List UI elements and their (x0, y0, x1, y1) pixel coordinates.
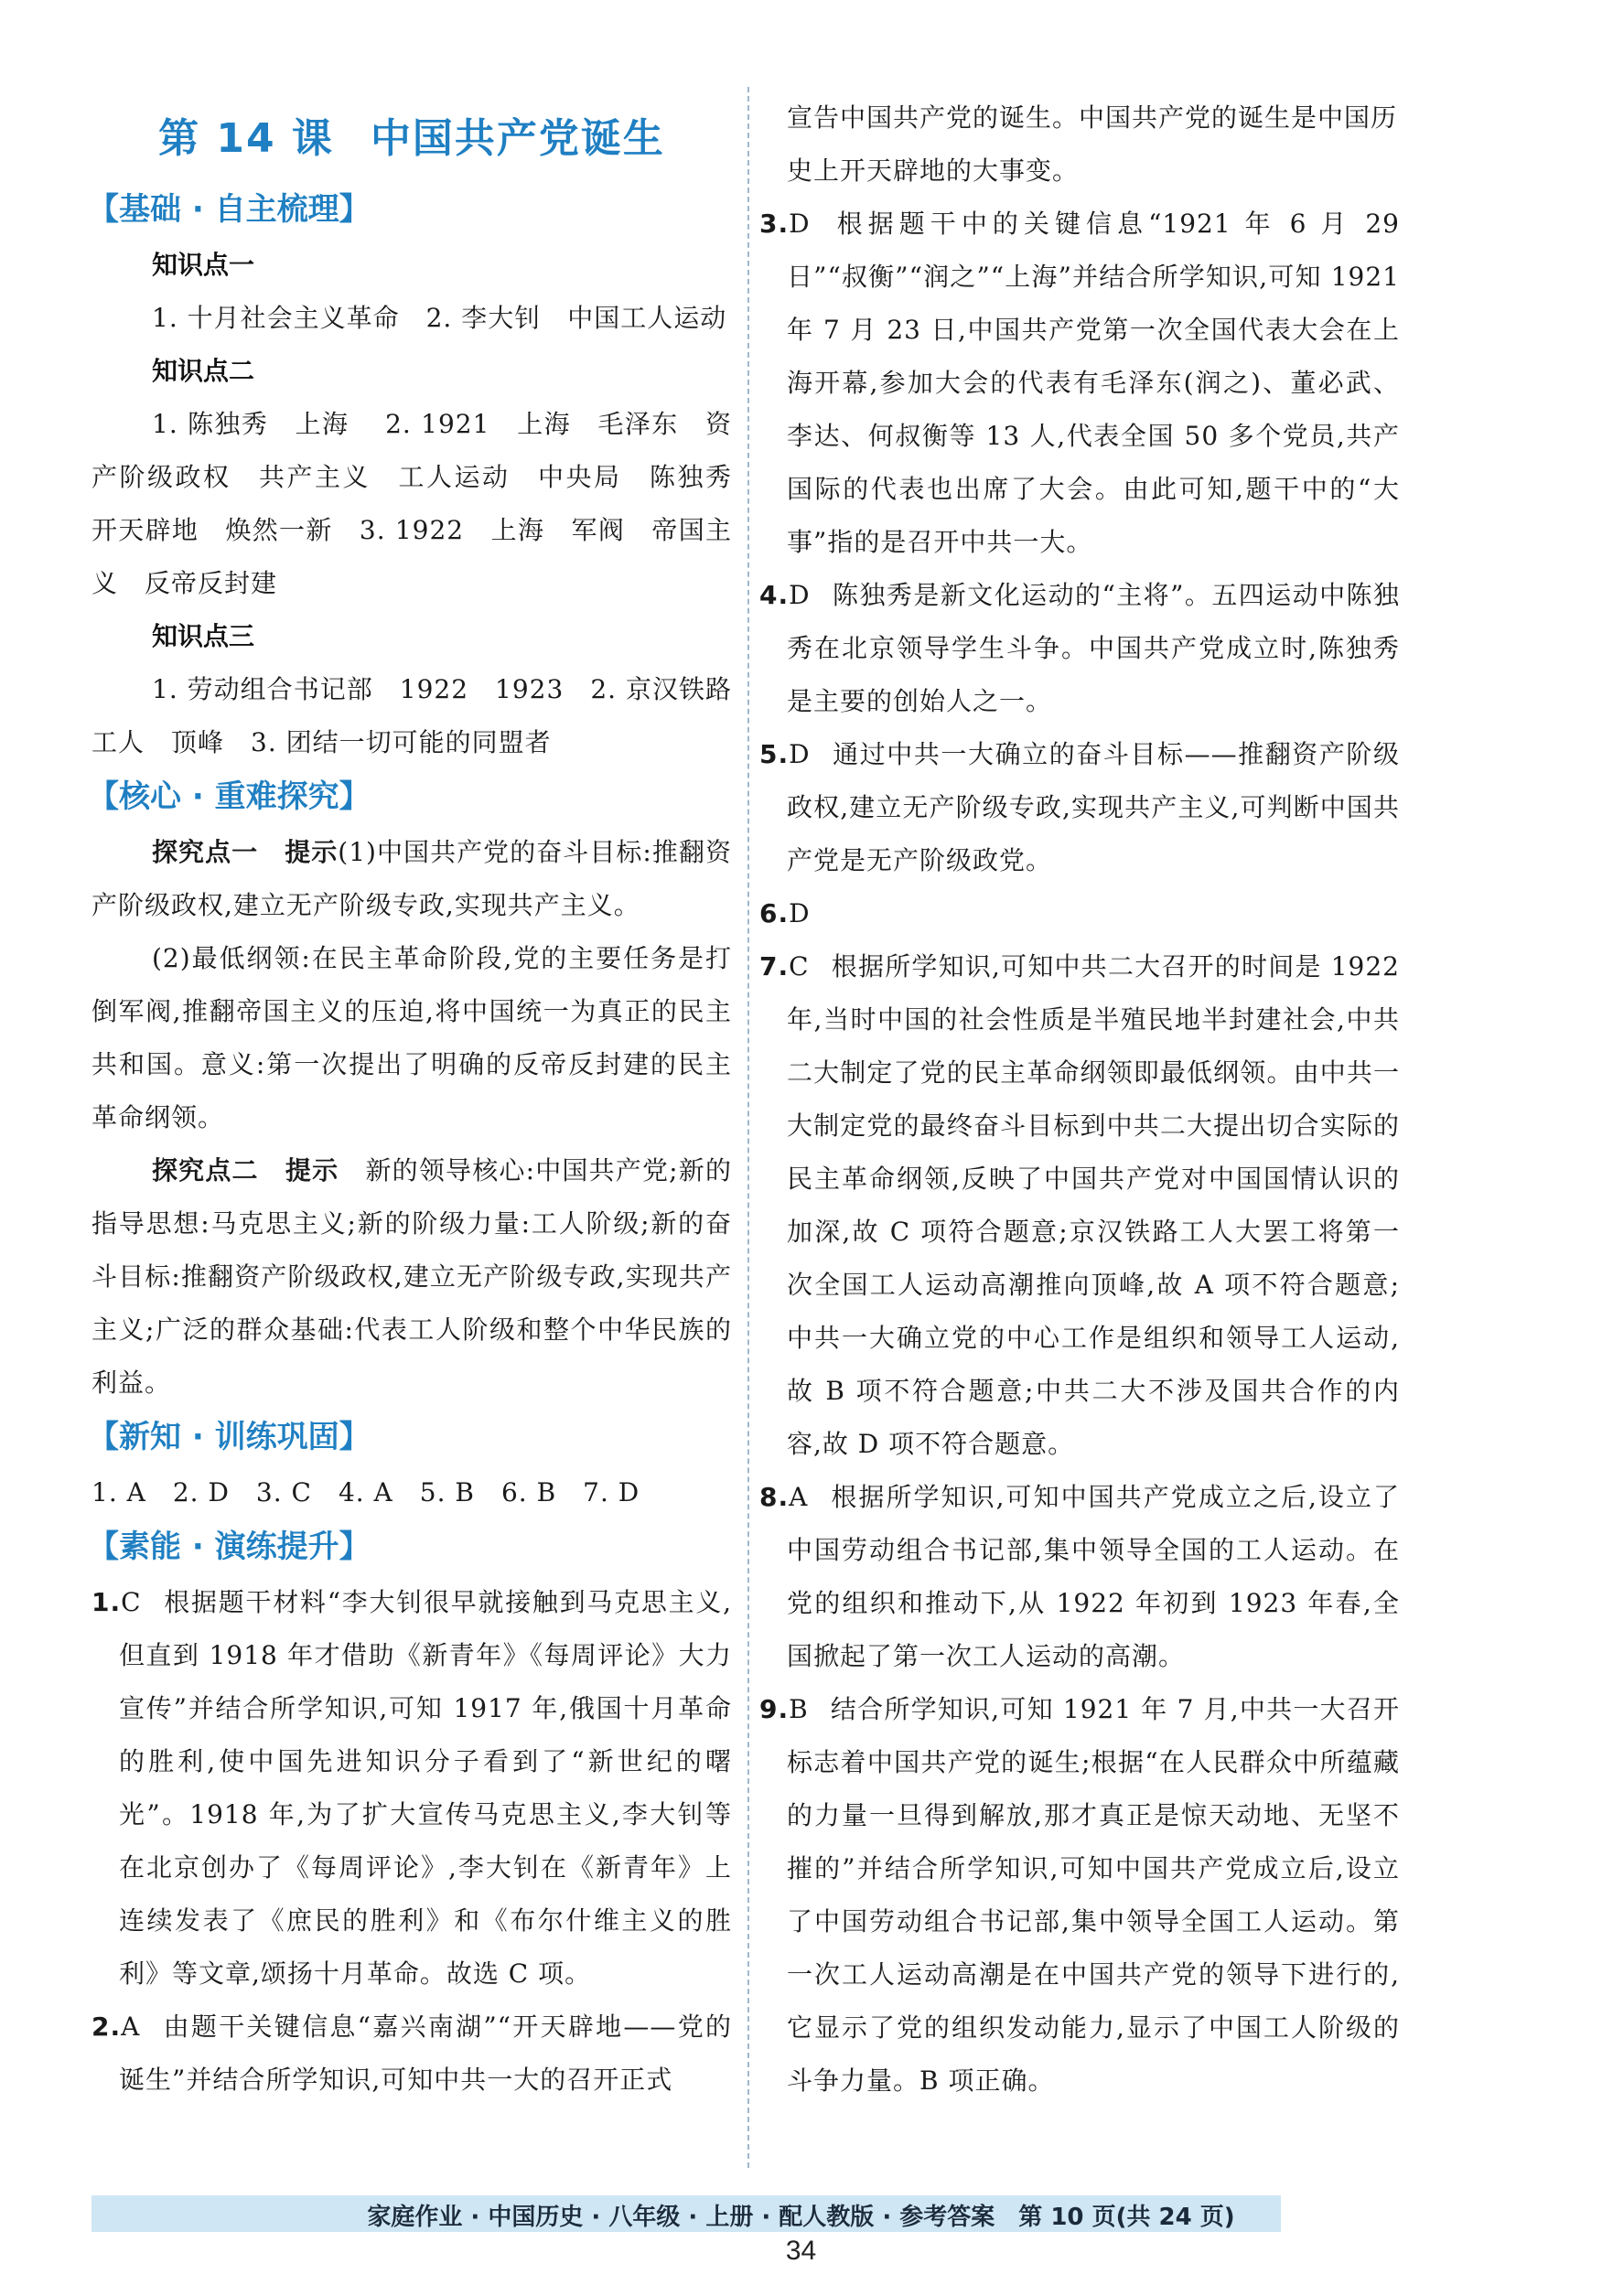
explore-point-2-text: 新的领导核心:中国共产党;新的指导思想:马克思主义;新的阶级力量:工人阶级;新的奋斗目标:推翻资产阶级政权,建立无产阶级专政,实现共产主义;广泛的群众基础:代表工人阶级和整个中华民族的利益。 (91, 1155, 732, 1398)
answer-item-1 (91, 1576, 732, 2001)
answer-item-8 (759, 1471, 1400, 1683)
answer-explanation: 通过中共一大确立的奋斗目标——推翻资产阶级政权,建立无产阶级专政,实现共产主义,可判断中国共产党是无产阶级政党。 (787, 739, 1400, 875)
answer-item-2 (91, 2001, 732, 2107)
answer-number: 2. (91, 2012, 122, 2042)
answer-number: 6. (759, 898, 790, 928)
page-number: 34 (785, 2236, 817, 2266)
section-heading-practice: 【素能 · 演练提升】 (88, 1529, 371, 1565)
section-heading-training: 【新知 · 训练巩固】 (88, 1419, 371, 1455)
answer-number: 5. (759, 739, 790, 769)
answer-choice: A (121, 2012, 141, 2042)
answer-explanation: 根据所学知识,可知中国共产党成立之后,设立了中国劳动组合书记部,集中领导全国的工人运动。在党的组织和推动下,从 1922 年初到 1923 年春,全国掀起了第一次工人运动的高潮。 (787, 1482, 1400, 1671)
answer-item-7 (759, 940, 1400, 1471)
explore-point-2-label: 探究点二 提示 (152, 1155, 339, 1186)
answer-choice: B (789, 1694, 809, 1724)
answer-item-3 (759, 198, 1400, 569)
footer-caption: 家庭作业 · 中国历史 · 八年级 · 上册 · 配人教版 · 参考答案 第 10 页(共 24 页) (367, 2204, 1235, 2231)
left-column (88, 87, 759, 2107)
section-heading-core: 【核心 · 重难探究】 (88, 778, 371, 815)
column-divider (747, 87, 749, 2168)
explore-point-1-part-2: (2)最低纲领:在民主革命阶段,党的主要任务是打倒军阀,推翻帝国主义的压迫,将中国统一为真正的民主共和国。意义:第一次提出了明确的反帝反封建的民主革命纲领。 (91, 943, 732, 1132)
answer-choice: D (789, 898, 811, 928)
answer-choice: C (121, 1587, 142, 1617)
answer-explanation: 陈独秀是新文化运动的“主将”。五四运动中陈独秀在北京领导学生斗争。中国共产党成立时,陈独秀是主要的创始人之一。 (787, 580, 1400, 716)
answer-explanation: 结合所学知识,可知 1921 年 7 月,中共一大召开标志着中国共产党的诞生;根据“在人民群众中所蕴藏的力量一旦得到解放,那才真正是惊天动地、无坚不摧的”并结合所学知识,可知中国共产党成立后,设立了中国劳动组合书记部,集中领导全国工人运动。第一次工人运动高潮是在中国共产党的领导下进行的,它显示了党的组织发动能力,显示了中国工人阶级的斗争力量。B 项正确。 (787, 1694, 1400, 2096)
answer-item-6 (759, 887, 1400, 940)
answer-number: 1. (91, 1587, 122, 1617)
knowledge-point-3-heading: 知识点三 (152, 621, 255, 651)
lesson-name: 中国共产党诞生 (370, 115, 665, 162)
answer-choice: D (789, 580, 811, 610)
answer-item-2-continued: 宣告中国共产党的诞生。中国共产党的诞生是中国历史上开天辟地的大事变。 (787, 102, 1398, 186)
answer-number: 7. (759, 951, 790, 982)
answer-choice: D (789, 209, 811, 239)
explore-point-1-label: 探究点一 提示 (152, 837, 339, 867)
answer-number: 4. (759, 580, 790, 610)
right-column (759, 91, 1400, 2108)
answer-explanation: 根据题干材料“李大钊很早就接触到马克思主义,但直到 1918 年才借助《新青年》《每周评论》大力宣传”并结合所学知识,可知 1917 年,俄国十月革命的胜利,使中国先进知识分子看到了“新世纪的曙光”。1918 年,为了扩大宣传马克思主义,李大钊等在北京创办了《每周评论》,李大钊在《新青年》上连续发表了《庶民的胜利》和《布尔什维主义的胜利》等文章,颂扬十月革命。故选 C 项。 (119, 1587, 732, 1989)
answer-choice: D (789, 739, 811, 769)
knowledge-point-1-answers: 1. 十月社会主义革命 2. 李大钊 中国工人运动 (152, 303, 727, 333)
knowledge-point-2-answers: 1. 陈独秀 上海 2. 1921 上海 毛泽东 资产阶级政权 共产主义 工人运动 中央局 陈独秀 开天辟地 焕然一新 3. 1922 上海 军阀 帝国主义 反帝反封建 (91, 409, 759, 598)
answer-item-9 (759, 1683, 1400, 2108)
lesson-number: 第 14 课 (158, 115, 334, 162)
training-answers: 1. A 2. D 3. C 4. A 5. B 6. B 7. D (91, 1477, 640, 1507)
answer-explanation: 根据题干中的关键信息“1921 年 6 月 29 日”“叔衡”“润之”“上海”并结合所学知识,可知 1921 年 7 月 23 日,中国共产党第一次全国代表大会在上海开幕,参加大会的代表有毛泽东(润之)、董必武、李达、何叔衡等 13 人,代表全国 50 多个党员,共产国际的代表也出席了大会。由此可知,题干中的“大事”指的是召开中共一大。 (787, 209, 1400, 557)
explore-point-2 (91, 1144, 732, 1410)
lesson-title (91, 105, 732, 164)
answer-choice: A (789, 1482, 809, 1512)
answer-explanation: 根据所学知识,可知中共二大召开的时间是 1922 年,当时中国的社会性质是半殖民地半封建社会,中共二大制定了党的民主革命纲领即最低纲领。由中共一大制定党的最终奋斗目标到中共二大提出切合实际的民主革命纲领,反映了中国共产党对中国国情认识的加深,故 C 项符合题意;京汉铁路工人大罢工将第一次全国工人运动高潮推向顶峰,故 A 项不符合题意;中共一大确立党的中心工作是组织和领导工人运动,故 B 项不符合题意;中共二大不涉及国共合作的内容,故 D 项不符合题意。 (787, 951, 1400, 1459)
explore-point-1 (91, 826, 732, 932)
answer-item-5 (759, 728, 1400, 887)
knowledge-point-2-heading: 知识点二 (152, 356, 255, 386)
section-heading-basics: 【基础 · 自主梳理】 (88, 191, 371, 228)
answer-item-4 (759, 569, 1400, 728)
answer-explanation: 由题干关键信息“嘉兴南湖”“开天辟地——党的诞生”并结合所学知识,可知中共一大的召开正式 (119, 2012, 732, 2095)
answer-number: 3. (759, 209, 790, 239)
answer-number: 8. (759, 1482, 790, 1512)
knowledge-point-1-heading: 知识点一 (152, 250, 255, 280)
answer-number: 9. (759, 1694, 790, 1724)
explore-point-1-text: (1)中国共产党的奋斗目标:推翻资产阶级政权,建立无产阶级专政,实现共产主义。 (91, 837, 732, 920)
answer-choice: C (789, 951, 810, 982)
knowledge-point-3-answers: 1. 劳动组合书记部 1922 1923 2. 京汉铁路工人 顶峰 3. 团结一切可能的同盟者 (91, 674, 732, 757)
